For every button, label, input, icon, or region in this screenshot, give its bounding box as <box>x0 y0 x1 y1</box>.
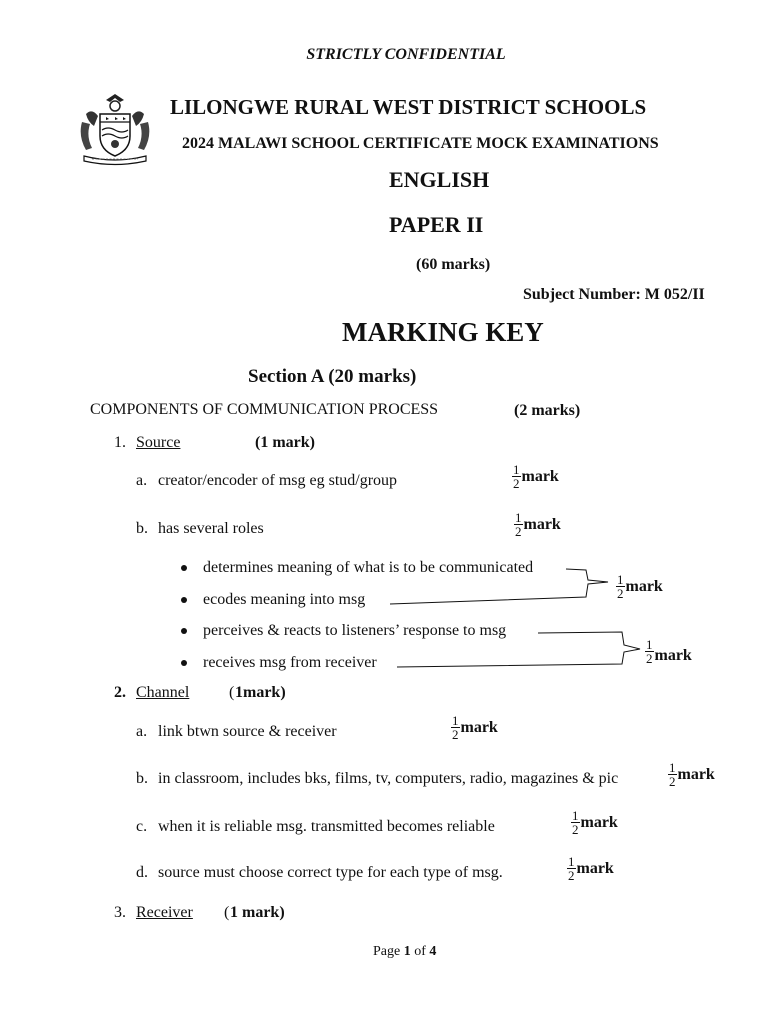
sub-item-letter: d. <box>136 864 148 881</box>
item-marks: (1 mark) <box>255 434 315 451</box>
page-title: MARKING KEY <box>342 317 544 347</box>
of-word: of <box>414 944 426 959</box>
sub-item-letter: a. <box>136 472 148 489</box>
bullet-text: receives msg from receiver <box>203 654 377 671</box>
sub-item-letter: a. <box>136 723 148 740</box>
total-marks: (60 marks) <box>416 256 491 273</box>
sub-item-text: when it is reliable msg. transmitted becomes reliable <box>158 818 495 835</box>
subject-number: Subject Number: M 052/II <box>523 286 705 303</box>
sub-item-text: source must choose correct type for each type of msg. <box>158 864 503 881</box>
sub-item-letter: b. <box>136 770 148 787</box>
item-label-receiver: Receiver <box>136 904 193 921</box>
half-mark: $\frac{1}{2}$ mark <box>572 808 618 837</box>
sub-item-text: has several roles <box>158 520 264 537</box>
page-number: 1 <box>403 944 411 959</box>
page-footer <box>373 944 436 960</box>
half-mark: $\frac{1}{2}$ mark <box>452 713 498 742</box>
sub-item-letter: c. <box>136 818 148 835</box>
half-mark: $\frac{1}{2}$ mark <box>669 760 715 789</box>
half-mark: $\frac{1}{2}$ mark <box>568 854 614 883</box>
half-mark: $\frac{1}{2}$ mark <box>617 572 663 601</box>
item-number: 1. <box>114 434 126 451</box>
section-topic-marks: (2 marks) <box>514 402 581 419</box>
item-marks: 1 mark) <box>230 904 285 921</box>
item-label-source: Source <box>136 434 181 451</box>
district-heading: LILONGWE RURAL WEST DISTRICT SCHOOLS <box>170 95 647 119</box>
half-mark: $\frac{1}{2}$ mark <box>513 462 559 491</box>
subject-heading: ENGLISH <box>389 167 490 192</box>
item-marks-open: ( <box>224 904 230 921</box>
item-marks: 1mark) <box>235 684 286 701</box>
sub-item-text: creator/encoder of msg eg stud/group <box>158 472 398 489</box>
section-title: Section A (20 marks) <box>248 366 417 387</box>
exam-heading: 2024 MALAWI SCHOOL CERTIFICATE MOCK EXAMINATIONS <box>182 135 659 152</box>
half-mark: $\frac{1}{2}$ mark <box>515 510 561 539</box>
page-total: 4 <box>429 944 437 959</box>
sub-item-letter: b. <box>136 520 148 537</box>
sub-item-text: link btwn source & receiver <box>158 723 337 740</box>
bullet-text: ecodes meaning into msg <box>203 591 366 608</box>
page-word: Page <box>373 944 401 959</box>
item-number: 3. <box>114 904 126 921</box>
item-label-channel: Channel <box>136 684 190 701</box>
bullet-text: determines meaning of what is to be communicated <box>203 559 534 576</box>
item-marks-open: ( <box>229 684 235 701</box>
confidential-label: STRICTLY CONFIDENTIAL <box>306 46 506 63</box>
paper-heading: PAPER II <box>389 212 484 237</box>
half-mark: $\frac{1}{2}$ mark <box>646 638 692 664</box>
section-topic: COMPONENTS OF COMMUNICATION PROCESS <box>90 401 439 418</box>
bullet-text: perceives & reacts to listeners’ response to msg <box>203 622 507 639</box>
sub-item-text: in classroom, includes bks, films, tv, computers, radio, magazines & pic <box>158 770 619 787</box>
item-number: 2. <box>114 684 126 701</box>
